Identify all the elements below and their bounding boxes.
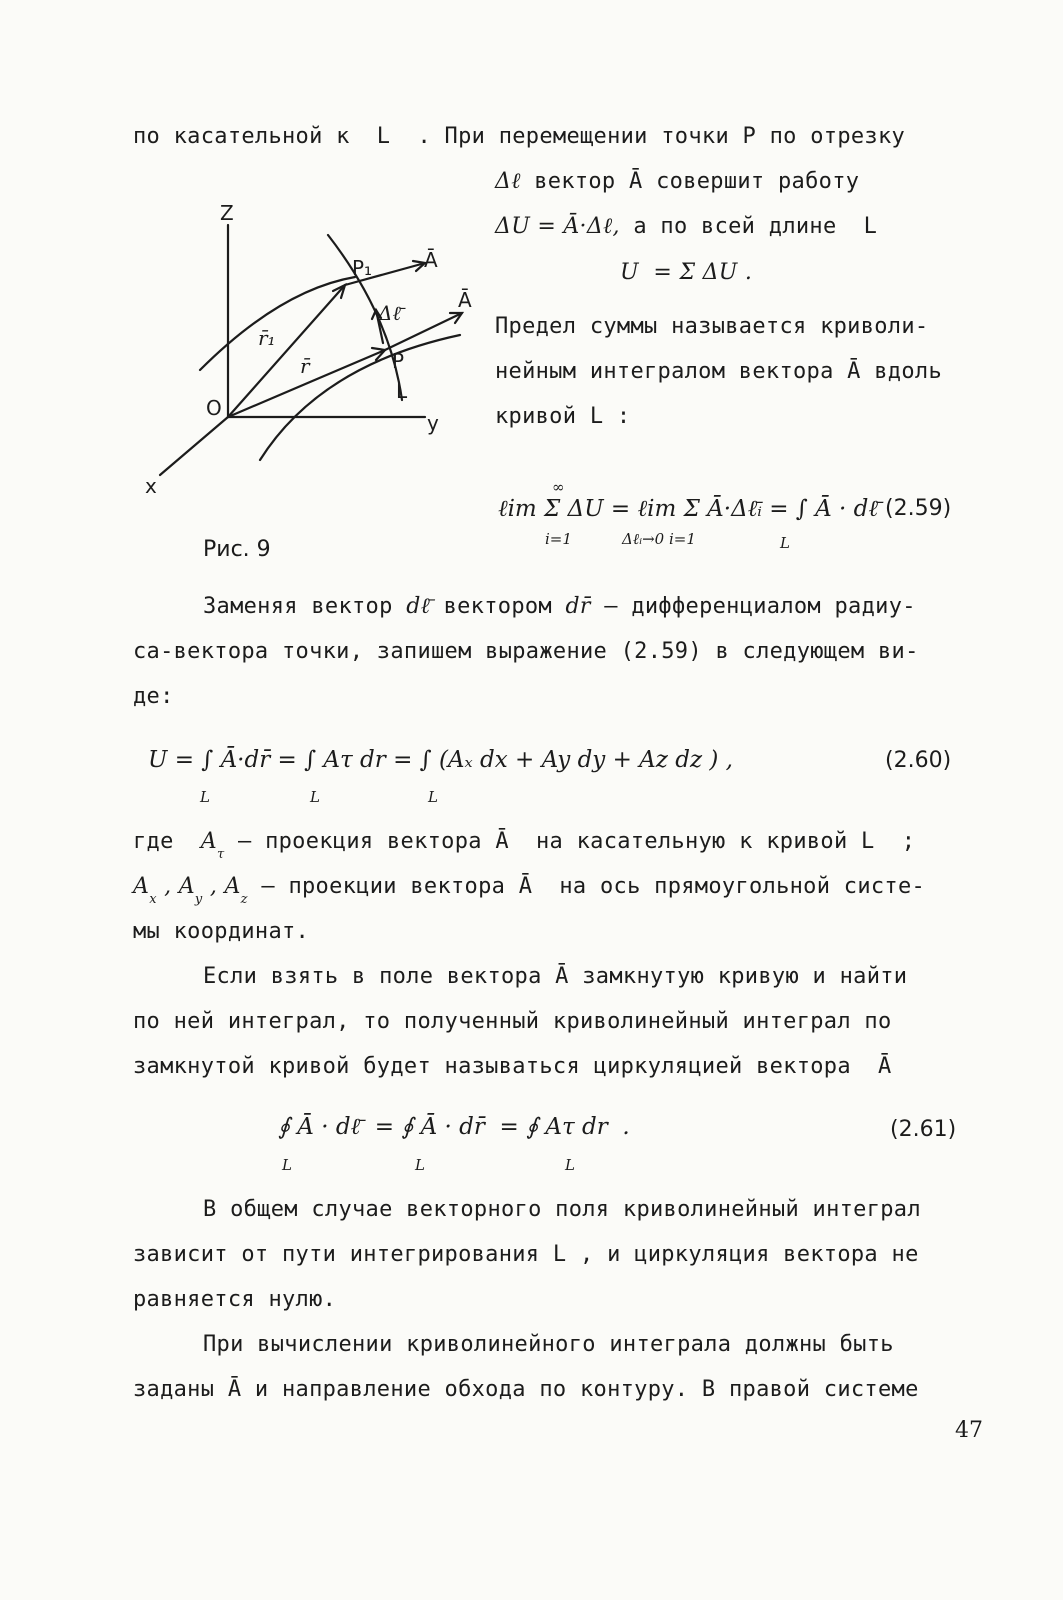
point-P1-label: P₁ <box>352 256 373 280</box>
work-formula: ΔU = Ā·Δℓ, <box>495 214 620 239</box>
equation-2-60: U = ∫ Ā·dr̄ = ∫ Aτ dr = ∫ (Aₓ dx + Ay dy + Az dz ) , <box>148 747 733 773</box>
dl-symbol: dℓ̄ <box>406 594 431 619</box>
para6-line-1: При вычислении криволинейного интеграла должны быть <box>203 1332 894 1357</box>
upper-curve <box>200 277 355 370</box>
equation-2-60-L-3: L <box>428 788 438 806</box>
equation-2-59-number: (2.59) <box>885 496 952 521</box>
text-line-3 <box>495 212 877 242</box>
equation-2-59: ℓim Σ ΔU = ℓim Σ Ā·Δℓ̄ᵢ = ∫ Ā · dℓ̄ <box>498 496 878 522</box>
para5-line-3: равняется нулю. <box>133 1287 337 1312</box>
text-line-1: по касательной к L . При перемещении точки P по отрезку <box>133 124 906 149</box>
equation-2-61-number: (2.61) <box>890 1117 957 1142</box>
para5-line-1: В общем случае векторного поля криволинейный интеграл <box>203 1197 921 1222</box>
para4-line-1: Если взять в поле вектора Ā замкнутую кривую и найти <box>203 964 908 989</box>
vector-r1 <box>228 285 345 417</box>
equation-2-61: ∮ Ā · dℓ̄ = ∮ Ā · dr̄ = ∮ Aτ dr . <box>278 1114 630 1140</box>
para5-line-2: зависит от пути интегрирования L , и циркуляция вектора не <box>133 1242 919 1267</box>
para4-line-3: замкнутой кривой будет называться циркуляцией вектора Ā <box>133 1054 892 1079</box>
delta-l-symbol: Δℓ <box>495 169 521 194</box>
delta-l-label: Δℓ̄ <box>378 301 401 325</box>
axis-z-label: Z <box>220 201 234 225</box>
para3-line-3: мы координат. <box>133 919 310 944</box>
vector-A1-label: Ā <box>424 248 438 272</box>
text-line-6: нейным интегралом вектора Ā вдоль <box>495 359 942 384</box>
curve-L-label: L <box>396 379 408 403</box>
text-line-2-rest: вектор Ā совершит работу <box>520 169 860 194</box>
vector-r1-label: r̄₁ <box>258 326 276 350</box>
axis-x-label: x <box>145 474 157 498</box>
para3-line-1: где $A_\tau$ – проекция вектора Ā на касательную к кривой L ; <box>133 829 916 862</box>
equation-2-59-lower-2: Δℓᵢ→0 i=1 <box>622 530 696 548</box>
para2-line-1: Заменяя вектор dℓ̄ вектором dr̄ – дифференциалом радиу- <box>203 594 916 619</box>
sum-formula: U = Σ ΔU . <box>620 260 753 285</box>
equation-2-60-number: (2.60) <box>885 748 952 773</box>
figure-9-diagram <box>140 195 480 515</box>
para4-line-2: по ней интеграл, то полученный криволинейный интеграл по <box>133 1009 892 1034</box>
text-line-5: Предел суммы называется криволи- <box>495 314 929 339</box>
equation-2-61-L-2: L <box>415 1156 425 1174</box>
lower-curve <box>260 335 460 460</box>
point-P-label: P <box>392 349 405 373</box>
equation-2-60-L-2: L <box>310 788 320 806</box>
origin-label: O <box>206 396 222 420</box>
para6-line-2: заданы Ā и направление обхода по контуру. В правой системе <box>133 1377 919 1402</box>
x-axis <box>160 417 228 475</box>
axis-y-label: y <box>427 411 439 435</box>
equation-2-61-L-1: L <box>282 1156 292 1174</box>
equation-2-59-lower-1: i=1 <box>545 530 572 548</box>
text-line-2 <box>495 167 859 197</box>
text-line-7: кривой L : <box>495 404 631 429</box>
figure-caption: Рис. 9 <box>203 537 271 562</box>
dr-symbol: dr̄ <box>565 594 591 619</box>
page-number: 47 <box>955 1418 983 1443</box>
equation-2-61-L-3: L <box>565 1156 575 1174</box>
vector-r-label: r̄ <box>300 354 310 378</box>
para2-line-3: де: <box>133 684 174 709</box>
equation-2-59-L: L <box>780 534 790 552</box>
para3-line-2: $A_x$ , $A_y$ , $A_z$ – проекции вектора Ā на ось прямоугольной систе- <box>133 874 926 907</box>
text-line-3-rest: а по всей длине L <box>619 214 878 239</box>
vector-A2-label: Ā <box>458 288 472 312</box>
equation-2-60-L-1: L <box>200 788 210 806</box>
para2-line-2: са-вектора точки, запишем выражение (2.59) в следующем ви- <box>133 639 919 664</box>
equation-2-59-upper: ∞ <box>552 478 565 496</box>
